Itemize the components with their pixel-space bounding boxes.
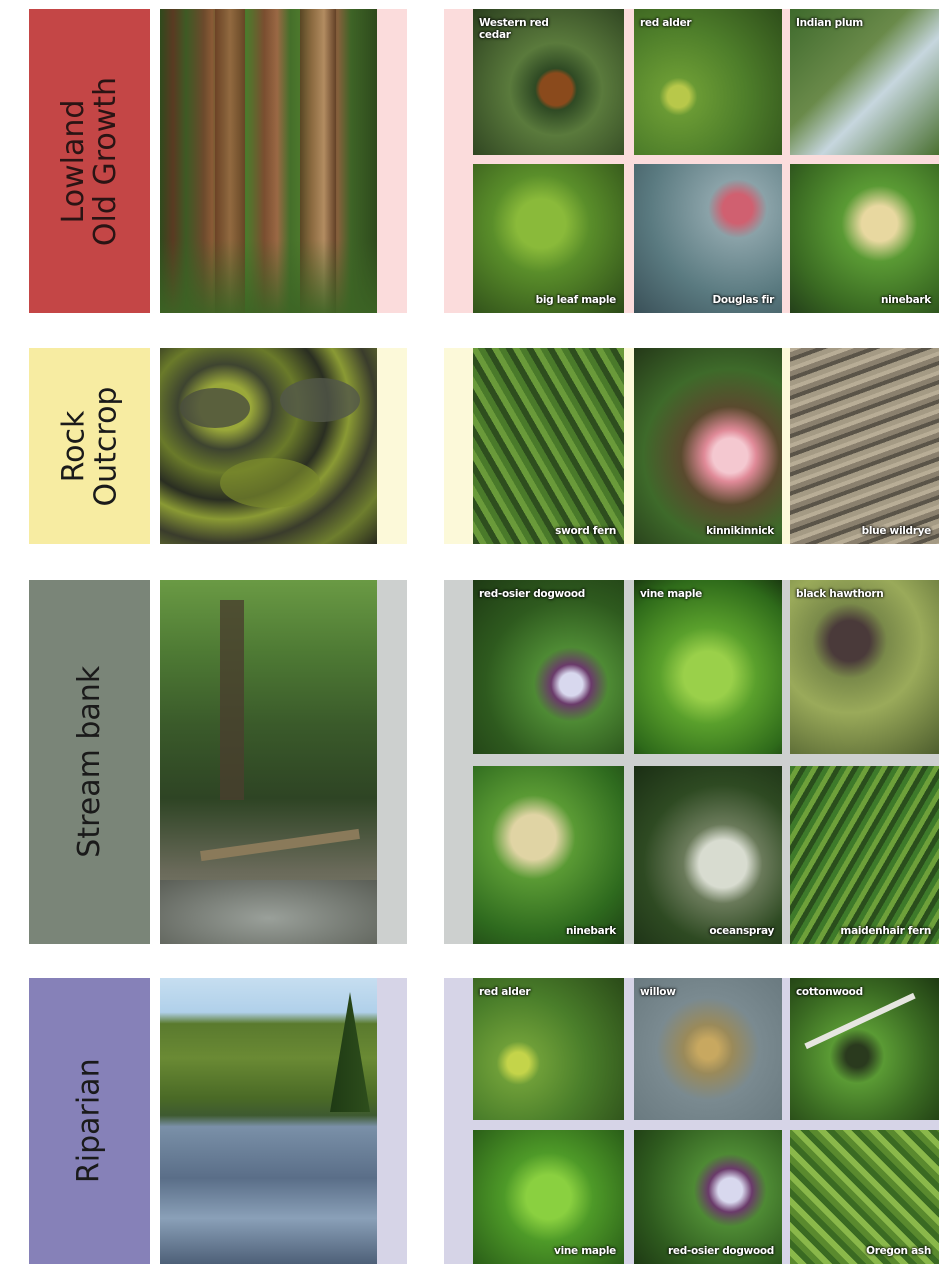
section-label-lowland bbox=[29, 9, 150, 313]
section-label-riparian bbox=[29, 978, 150, 1264]
plant-name: red-osier dogwood bbox=[479, 588, 585, 600]
plant-name: big leaf maple bbox=[535, 294, 616, 307]
plant-tile bbox=[634, 9, 782, 155]
plant-tile bbox=[473, 348, 624, 544]
plant-tile bbox=[790, 978, 939, 1120]
section-strip bbox=[377, 348, 407, 544]
section-strip bbox=[377, 9, 407, 313]
habitat-photo-rock bbox=[160, 348, 377, 544]
section-title: Riparian bbox=[71, 1058, 107, 1184]
plant-tile bbox=[790, 766, 939, 944]
plant-tile bbox=[473, 580, 624, 754]
section-strip bbox=[377, 978, 407, 1264]
section-title: Rock Outcrop bbox=[56, 386, 123, 506]
plant-tile bbox=[634, 348, 782, 544]
habitat-photo-lowland bbox=[160, 9, 377, 313]
section-title: Lowland Old Growth bbox=[56, 76, 123, 246]
section-strip bbox=[377, 580, 407, 944]
plant-tile bbox=[473, 164, 624, 313]
plant-name: Douglas fir bbox=[712, 294, 774, 307]
habitat-photo-riparian bbox=[160, 978, 377, 1264]
plant-name: cottonwood bbox=[796, 986, 863, 998]
plant-name: ninebark bbox=[565, 925, 616, 938]
plant-name: black hawthorn bbox=[796, 588, 884, 600]
plant-name: red alder bbox=[640, 17, 692, 29]
plant-name: Indian plum bbox=[796, 17, 863, 29]
plant-tile bbox=[634, 164, 782, 313]
plant-tile bbox=[634, 580, 782, 754]
plant-name: sword fern bbox=[555, 525, 616, 538]
plant-name: vine maple bbox=[554, 1245, 616, 1258]
plant-name: Oregon ash bbox=[866, 1245, 931, 1258]
plant-name: Western red cedar bbox=[479, 17, 549, 41]
plant-tile bbox=[790, 580, 939, 754]
plant-tile bbox=[473, 766, 624, 944]
plant-tile bbox=[790, 9, 939, 155]
plant-name: vine maple bbox=[640, 588, 702, 600]
plant-tile bbox=[473, 978, 624, 1120]
plant-tile bbox=[634, 978, 782, 1120]
plant-tile bbox=[634, 766, 782, 944]
plant-name: maidenhair fern bbox=[840, 925, 931, 938]
habitat-photo-stream bbox=[160, 580, 377, 944]
plant-name: red alder bbox=[479, 986, 531, 998]
section-label-rock bbox=[29, 348, 150, 544]
plant-tile bbox=[790, 1130, 939, 1264]
plant-tile bbox=[790, 348, 939, 544]
plant-name: oceanspray bbox=[709, 925, 774, 938]
plant-name: willow bbox=[640, 986, 676, 998]
plant-name: kinnikinnick bbox=[706, 525, 774, 538]
plant-tile bbox=[790, 164, 939, 313]
plant-tile bbox=[634, 1130, 782, 1264]
plant-name: ninebark bbox=[880, 294, 931, 307]
plant-name: blue wildrye bbox=[861, 525, 931, 538]
plant-tile bbox=[473, 1130, 624, 1264]
section-label-stream bbox=[29, 580, 150, 944]
plant-tile bbox=[473, 9, 624, 155]
section-title: Stream bank bbox=[71, 666, 107, 858]
plant-name: red-osier dogwood bbox=[668, 1245, 774, 1258]
